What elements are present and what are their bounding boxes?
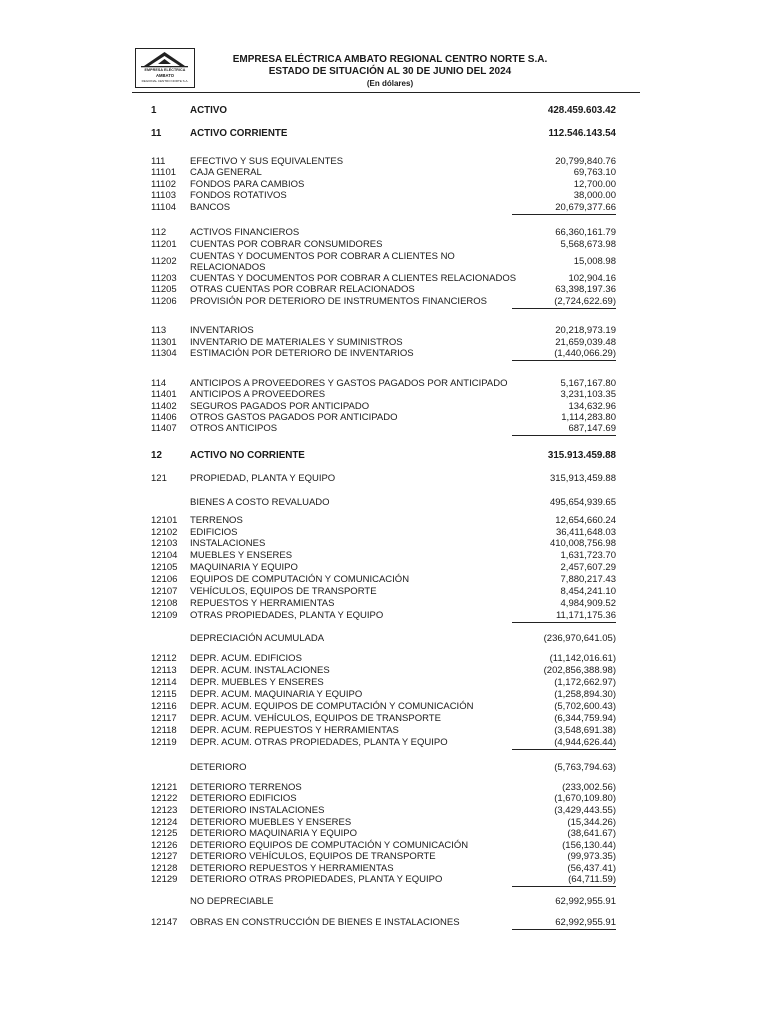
- account-value: (64,711.59): [512, 874, 616, 887]
- account-name: DETERIORO REPUESTOS Y HERRAMIENTAS: [190, 863, 394, 874]
- table-row: [0, 701, 768, 713]
- account-value: 36,411,648.03: [555, 527, 616, 538]
- account-value: 63,398,197.36: [555, 284, 616, 295]
- table-row: [0, 497, 768, 509]
- account-value: (1,670,109.80): [554, 793, 616, 804]
- account-name: DETERIORO VEHÍCULOS, EQUIPOS DE TRANSPORTE: [190, 851, 436, 862]
- account-name: ACTIVO: [190, 105, 228, 116]
- table-row: [0, 128, 768, 140]
- account-code: 12119: [151, 737, 177, 748]
- account-code: 11104: [151, 202, 177, 213]
- account-value: 2,457,607.29: [560, 562, 616, 573]
- account-value: (233,002.56): [562, 782, 616, 793]
- account-value: (1,172,662.97): [554, 677, 616, 688]
- account-code: 12117: [151, 713, 177, 724]
- table-row: [0, 725, 768, 737]
- table-row: [0, 917, 768, 929]
- account-value: 1,114,283.80: [561, 412, 616, 423]
- account-value: 20,218,973.19: [555, 325, 616, 336]
- account-code: 12116: [151, 701, 177, 712]
- account-value: (156,130.44): [562, 840, 616, 851]
- account-code: 12125: [151, 828, 178, 839]
- account-value: (38,641.67): [567, 828, 616, 839]
- account-name: DETERIORO MUEBLES Y ENSERES: [190, 817, 352, 828]
- account-value: 20,799,840.76: [555, 156, 616, 167]
- account-name: CAJA GENERAL: [190, 167, 262, 178]
- account-value: 687,147.69: [512, 423, 616, 436]
- account-name: DEPR. ACUM. EDIFICIOS: [190, 653, 302, 664]
- account-name: DEPR. ACUM. VEHÍCULOS, EQUIPOS DE TRANSPORTE: [190, 713, 441, 724]
- account-code: 12108: [151, 598, 178, 609]
- account-code: 12121: [151, 782, 178, 793]
- account-name: DEPR. ACUM. REPUESTOS Y HERRAMIENTAS: [190, 725, 399, 736]
- account-value: (5,702,600.43): [554, 701, 616, 712]
- table-row: [0, 896, 768, 908]
- account-value: 15,008.98: [573, 256, 616, 267]
- account-value: 11,171,175.36: [512, 610, 616, 623]
- account-name: DEPR. ACUM. OTRAS PROPIEDADES, PLANTA Y EQUIPO: [190, 737, 448, 748]
- account-name-line2: RELACIONADOS: [190, 262, 266, 273]
- account-value: 62,992,955.91: [512, 917, 616, 930]
- account-name: BANCOS: [190, 202, 231, 213]
- account-value: (202,856,388.98): [543, 665, 616, 676]
- account-value: (6,344,759.94): [554, 713, 616, 724]
- table-row: [0, 202, 768, 214]
- account-name: [190, 251, 455, 273]
- account-code: 11203: [151, 273, 177, 284]
- account-value: 1,631,723.70: [560, 550, 616, 561]
- account-code: 12112: [151, 653, 177, 664]
- account-value: 7,880,217.43: [560, 574, 616, 585]
- account-name: OTRAS PROPIEDADES, PLANTA Y EQUIPO: [190, 610, 384, 621]
- account-code: 12147: [151, 917, 178, 928]
- account-name: OTROS GASTOS PAGADOS POR ANTICIPADO: [190, 412, 398, 423]
- account-name: ANTICIPOS A PROVEEDORES Y GASTOS PAGADOS POR ANTICIPADO: [190, 378, 508, 389]
- account-value: 20,679,377.66: [512, 202, 616, 215]
- table-row: [0, 737, 768, 749]
- account-name: EQUIPOS DE COMPUTACIÓN Y COMUNICACIÓN: [190, 574, 410, 585]
- account-code: 12129: [151, 874, 178, 885]
- account-name: DETERIORO OTRAS PROPIEDADES, PLANTA Y EQUIPO: [190, 874, 443, 885]
- account-name: INVENTARIO DE MATERIALES Y SUMINISTROS: [190, 337, 403, 348]
- account-code: 12122: [151, 793, 178, 804]
- table-row: [0, 389, 768, 401]
- table-row: [0, 296, 768, 308]
- account-code: 12127: [151, 851, 178, 862]
- account-code: 12123: [151, 805, 178, 816]
- account-code: 11402: [151, 401, 177, 412]
- account-code: 12106: [151, 574, 178, 585]
- account-code: 1: [151, 105, 157, 116]
- account-code: 12107: [151, 586, 178, 597]
- account-name: DETERIORO EDIFICIOS: [190, 793, 297, 804]
- account-value: 315,913,459.88: [549, 473, 616, 484]
- table-row: [0, 515, 768, 527]
- account-code: 12102: [151, 527, 178, 538]
- table-row: [0, 610, 768, 622]
- account-value: 102,904.16: [568, 273, 616, 284]
- account-name: MUEBLES Y ENSERES: [190, 550, 293, 561]
- account-value: (1,440,066.29): [512, 348, 616, 361]
- table-row: [0, 653, 768, 665]
- account-code: 111: [151, 156, 166, 167]
- account-value: 12,700.00: [573, 179, 616, 190]
- table-row: [0, 284, 768, 296]
- account-name: TERRENOS: [190, 515, 243, 526]
- table-row: [0, 793, 768, 805]
- account-value: (2,724,622.69): [512, 296, 616, 309]
- account-name: ESTIMACIÓN POR DETERIORO DE INVENTARIOS: [190, 348, 414, 359]
- account-code: 11407: [151, 423, 177, 434]
- account-value: 495,654,939.65: [549, 497, 616, 508]
- account-code: 121: [151, 473, 167, 484]
- account-name: OBRAS EN CONSTRUCCIÓN DE BIENES E INSTALACIONES: [190, 917, 460, 928]
- account-value: 69,763.10: [573, 167, 616, 178]
- account-value: (15,344.26): [567, 817, 616, 828]
- account-name: DEPR. ACUM. MAQUINARIA Y EQUIPO: [190, 689, 363, 700]
- account-code: 11301: [151, 337, 177, 348]
- account-code: 11406: [151, 412, 177, 423]
- account-name-line1: CUENTAS Y DOCUMENTOS POR COBRAR A CLIENTES NO: [190, 251, 455, 262]
- account-name: MAQUINARIA Y EQUIPO: [190, 562, 298, 573]
- company-name: EMPRESA ELÉCTRICA AMBATO REGIONAL CENTRO NORTE S.A.: [232, 54, 548, 65]
- table-row: [0, 677, 768, 689]
- account-code: 12126: [151, 840, 178, 851]
- account-code: 11201: [151, 239, 177, 250]
- table-row: [0, 633, 768, 645]
- table-row: [0, 105, 768, 117]
- table-row: [0, 805, 768, 817]
- table-row: [0, 538, 768, 550]
- account-code: 11401: [151, 389, 177, 400]
- account-value: (236,970,641.05): [543, 633, 616, 644]
- logo-text-line2: AMBATO: [156, 73, 174, 78]
- table-row: [0, 851, 768, 863]
- account-value: (11,142,016.61): [549, 653, 616, 664]
- account-name: BIENES A COSTO REVALUADO: [190, 497, 330, 508]
- account-code: 11205: [151, 284, 177, 295]
- account-name: EDIFICIOS: [190, 527, 238, 538]
- account-value: (3,548,691.38): [554, 725, 616, 736]
- account-name: DEPR. ACUM. EQUIPOS DE COMPUTACIÓN Y COMUNICACIÓN: [190, 701, 474, 712]
- account-name: PROVISIÓN POR DETERIORO DE INSTRUMENTOS FINANCIEROS: [190, 296, 487, 307]
- account-value: 315.913.459.88: [547, 450, 616, 461]
- account-name: DETERIORO MAQUINARIA Y EQUIPO: [190, 828, 357, 839]
- account-name: VEHÍCULOS, EQUIPOS DE TRANSPORTE: [190, 586, 377, 597]
- account-value: 12,654,660.24: [555, 515, 616, 526]
- account-name: ACTIVO CORRIENTE: [190, 128, 288, 139]
- account-name: FONDOS ROTATIVOS: [190, 190, 287, 201]
- account-value: 134,632.96: [568, 401, 616, 412]
- table-row: [0, 239, 768, 251]
- account-value: 428.459.603.42: [547, 105, 616, 116]
- table-row: [0, 689, 768, 701]
- account-name: ACTIVOS FINANCIEROS: [190, 227, 300, 238]
- account-name: INSTALACIONES: [190, 538, 266, 549]
- account-name: EFECTIVO Y SUS EQUIVALENTES: [190, 156, 344, 167]
- account-name: PROPIEDAD, PLANTA Y EQUIPO: [190, 473, 336, 484]
- table-row: [0, 762, 768, 774]
- account-code: 11202: [151, 256, 177, 267]
- account-name: INVENTARIOS: [190, 325, 254, 336]
- table-row: [0, 562, 768, 574]
- table-row: [0, 828, 768, 840]
- table-row: [0, 325, 768, 337]
- account-code: 11: [151, 128, 162, 139]
- account-name: OTROS ANTICIPOS: [190, 423, 278, 434]
- account-code: 12109: [151, 610, 178, 621]
- table-row: [0, 574, 768, 586]
- logo-text-line3: REGIONAL CENTRO NORTE S.A.: [141, 79, 189, 83]
- table-row: [0, 227, 768, 239]
- table-row: [0, 665, 768, 677]
- account-code: 12128: [151, 863, 178, 874]
- account-name: FONDOS PARA CAMBIOS: [190, 179, 305, 190]
- table-row: [0, 348, 768, 360]
- table-row: [0, 423, 768, 435]
- account-code: 12113: [151, 665, 177, 676]
- account-value: (1,258,894.30): [554, 689, 616, 700]
- account-value: 62,992,955.91: [555, 896, 616, 907]
- table-row: [0, 598, 768, 610]
- table-row: [0, 550, 768, 562]
- account-name: DETERIORO TERRENOS: [190, 782, 302, 793]
- company-logo: [135, 48, 195, 88]
- account-code: 114: [151, 378, 167, 389]
- account-name: CUENTAS Y DOCUMENTOS POR COBRAR A CLIENTES RELACIONADOS: [190, 273, 517, 284]
- account-value: 8,454,241.10: [560, 586, 616, 597]
- account-name: REPUESTOS Y HERRAMIENTAS: [190, 598, 335, 609]
- account-name: DEPRECIACIÓN ACUMULADA: [190, 633, 325, 644]
- account-code: 12104: [151, 550, 178, 561]
- table-row: [0, 167, 768, 179]
- account-name: DETERIORO EQUIPOS DE COMPUTACIÓN Y COMUNICACIÓN: [190, 840, 469, 851]
- account-name: SEGUROS PAGADOS POR ANTICIPADO: [190, 401, 370, 412]
- account-name: DETERIORO INSTALACIONES: [190, 805, 325, 816]
- account-code: 11206: [151, 296, 177, 307]
- account-code: 12103: [151, 538, 178, 549]
- account-code: 11103: [151, 190, 177, 201]
- account-code: 12124: [151, 817, 178, 828]
- account-value: (56,437.41): [567, 863, 616, 874]
- account-value: (4,944,626.44): [512, 737, 616, 750]
- account-value: 5,568,673.98: [560, 239, 616, 250]
- account-name: DEPR. ACUM. INSTALACIONES: [190, 665, 330, 676]
- account-code: 11304: [151, 348, 177, 359]
- table-row: [0, 874, 768, 886]
- account-name: CUENTAS POR COBRAR CONSUMIDORES: [190, 239, 383, 250]
- statement-title: ESTADO DE SITUACIÓN AL 30 DE JUNIO DEL 2024: [268, 66, 512, 77]
- table-row: [0, 450, 768, 462]
- account-code: 12: [151, 450, 162, 461]
- account-code: 12105: [151, 562, 178, 573]
- logo-text-line1: EMPRESA ELÉCTRICA: [144, 68, 186, 72]
- header-divider: [132, 92, 640, 93]
- account-name: OTRAS CUENTAS POR COBRAR RELACIONADOS: [190, 284, 415, 295]
- account-value: 21,659,039.48: [555, 337, 616, 348]
- account-value: 38,000.00: [573, 190, 616, 201]
- account-code: 12115: [151, 689, 177, 700]
- account-name: NO DEPRECIABLE: [190, 896, 274, 907]
- account-value: (3,429,443.55): [554, 805, 616, 816]
- account-code: 113: [151, 325, 167, 336]
- table-row: [0, 190, 768, 202]
- account-name: ACTIVO NO CORRIENTE: [190, 450, 305, 461]
- table-row: [0, 586, 768, 598]
- account-name: ANTICIPOS A PROVEEDORES: [190, 389, 326, 400]
- account-code: 12114: [151, 677, 177, 688]
- account-value: 66,360,161.79: [555, 227, 616, 238]
- account-value: (5,763,794.63): [554, 762, 616, 773]
- account-value: (99,973.35): [567, 851, 616, 862]
- account-value: 4,984,909.52: [560, 598, 616, 609]
- currency-note: (En dólares): [366, 79, 414, 88]
- account-code: 12101: [151, 515, 178, 526]
- account-name: DETERIORO: [190, 762, 247, 773]
- account-value: 112.546.143.54: [548, 128, 616, 139]
- table-row: [0, 251, 768, 275]
- account-code: 12118: [151, 725, 177, 736]
- account-code: 11102: [151, 179, 177, 190]
- account-value: 3,231,103.35: [560, 389, 616, 400]
- account-value: 410,008,756.98: [549, 538, 616, 549]
- table-row: [0, 713, 768, 725]
- account-code: 112: [151, 227, 167, 238]
- account-code: 11101: [151, 167, 177, 178]
- table-row: [0, 473, 768, 485]
- account-value: 5,167,167.80: [560, 378, 616, 389]
- account-name: DEPR. MUEBLES Y ENSERES: [190, 677, 324, 688]
